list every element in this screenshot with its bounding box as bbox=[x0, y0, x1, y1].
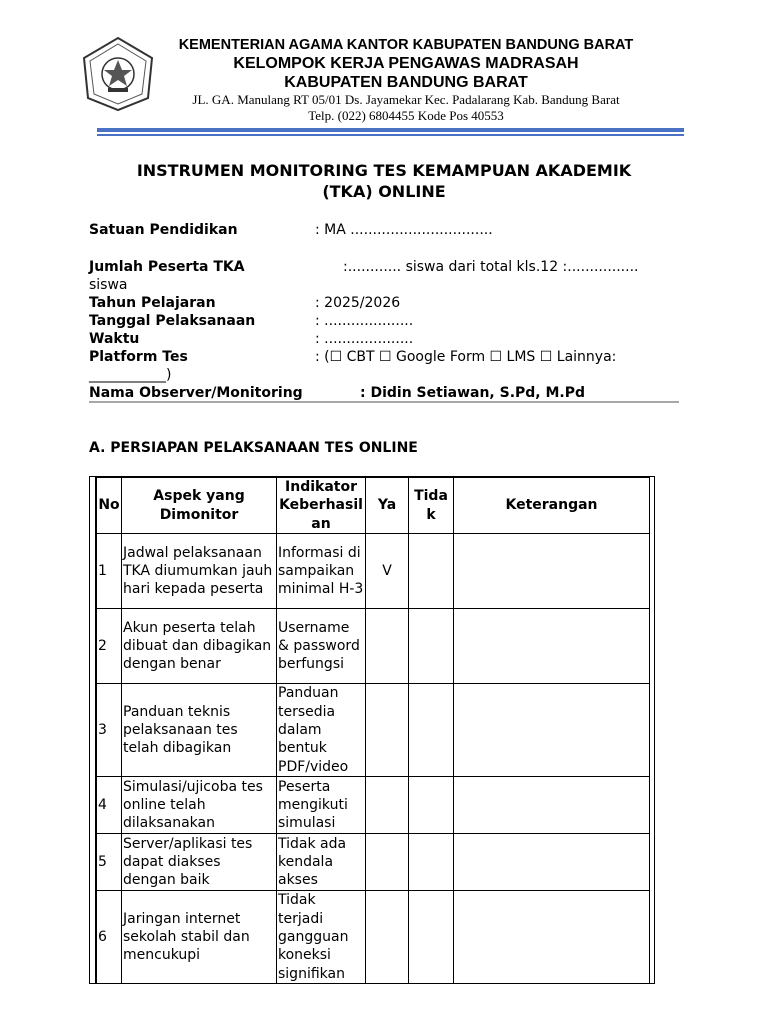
cell-no: 4 bbox=[97, 777, 122, 834]
cell-ya[interactable] bbox=[366, 834, 409, 891]
cell-tidak[interactable] bbox=[409, 534, 454, 609]
kemenag-emblem-icon bbox=[78, 36, 158, 112]
cell-keterangan[interactable] bbox=[454, 609, 650, 684]
cell-no: 6 bbox=[97, 891, 122, 984]
section-a-title: A. PERSIAPAN PELAKSANAAN TES ONLINE bbox=[89, 440, 418, 456]
cell-keterangan[interactable] bbox=[454, 891, 650, 984]
header-aspek: Aspek yang Dimonitor bbox=[122, 478, 277, 534]
cell-aspek: Jaringan internet sekolah stabil dan mencukupi bbox=[122, 891, 277, 984]
header-no: No bbox=[97, 478, 122, 534]
cell-aspek: Panduan teknis pelaksanaan tes telah dibagikan bbox=[122, 684, 277, 777]
cell-indikator: Tidak ada kendala akses bbox=[277, 834, 366, 891]
cell-keterangan[interactable] bbox=[454, 777, 650, 834]
cell-no: 3 bbox=[97, 684, 122, 777]
cell-keterangan[interactable] bbox=[454, 684, 650, 777]
table-header-row bbox=[97, 478, 650, 534]
header-ya: Ya bbox=[366, 478, 409, 534]
table-row bbox=[97, 534, 650, 609]
cell-no: 2 bbox=[97, 609, 122, 684]
letterhead bbox=[160, 36, 652, 124]
cell-keterangan[interactable] bbox=[454, 834, 650, 891]
table-row bbox=[97, 684, 650, 777]
cell-indikator: Peserta mengikuti simulasi bbox=[277, 777, 366, 834]
cell-aspek: Server/aplikasi tes dapat diakses dengan baik bbox=[122, 834, 277, 891]
cell-tidak[interactable] bbox=[409, 891, 454, 984]
cell-tidak[interactable] bbox=[409, 684, 454, 777]
info-divider bbox=[89, 401, 679, 403]
letterhead-divider-thin bbox=[97, 134, 684, 136]
cell-no: 1 bbox=[97, 534, 122, 609]
cell-aspek: Simulasi/ujicoba tes online telah dilaksanakan bbox=[122, 777, 277, 834]
letterhead-group: KELOMPOK KERJA PENGAWAS MADRASAH bbox=[233, 55, 579, 72]
cell-no: 5 bbox=[97, 834, 122, 891]
cell-tidak[interactable] bbox=[409, 834, 454, 891]
info-jumlah-peserta-wrap: siswa bbox=[89, 277, 128, 293]
table-row bbox=[97, 609, 650, 684]
header-indikator: Indikator Keberhasilan bbox=[277, 478, 366, 534]
cell-aspek: Akun peserta telah dibuat dan dibagikan dengan benar bbox=[122, 609, 277, 684]
cell-ya[interactable] bbox=[366, 777, 409, 834]
cell-indikator: Tidak terjadi gangguan koneksi signifikan bbox=[277, 891, 366, 984]
cell-aspek: Jadwal pelaksanaan TKA diumumkan jauh hari kepada peserta bbox=[122, 534, 277, 609]
cell-tidak[interactable] bbox=[409, 777, 454, 834]
cell-ya[interactable]: V bbox=[366, 534, 409, 609]
cell-keterangan[interactable] bbox=[454, 534, 650, 609]
letterhead-region: KABUPATEN BANDUNG BARAT bbox=[284, 74, 528, 91]
cell-tidak[interactable] bbox=[409, 609, 454, 684]
cell-ya[interactable] bbox=[366, 609, 409, 684]
monitoring-table bbox=[96, 477, 650, 984]
letterhead-divider-thick bbox=[97, 128, 684, 132]
letterhead-address: JL. GA. Manulang RT 05/01 Ds. Jayamekar Kec. Padalarang Kab. Bandung Barat bbox=[192, 92, 620, 107]
cell-indikator: Panduan tersedia dalam bentuk PDF/video bbox=[277, 684, 366, 777]
table-row bbox=[97, 891, 650, 984]
document-title: INSTRUMEN MONITORING TES KEMAMPUAN AKADEMIK (TKA) ONLINE bbox=[136, 161, 632, 201]
info-platform-tes-wrap: ___________) bbox=[89, 367, 172, 383]
header-keterangan: Keterangan bbox=[454, 478, 650, 534]
letterhead-phone: Telp. (022) 6804455 Kode Pos 40553 bbox=[308, 108, 504, 123]
cell-ya[interactable] bbox=[366, 891, 409, 984]
letterhead-ministry: KEMENTERIAN AGAMA KANTOR KABUPATEN BANDUNG BARAT bbox=[178, 37, 634, 53]
cell-indikator: Username & password berfungsi bbox=[277, 609, 366, 684]
table-row bbox=[97, 777, 650, 834]
cell-ya[interactable] bbox=[366, 684, 409, 777]
table-row bbox=[97, 834, 650, 891]
header-tidak: Tidak bbox=[409, 478, 454, 534]
cell-indikator: Informasi disampaikan minimal H-3 bbox=[277, 534, 366, 609]
